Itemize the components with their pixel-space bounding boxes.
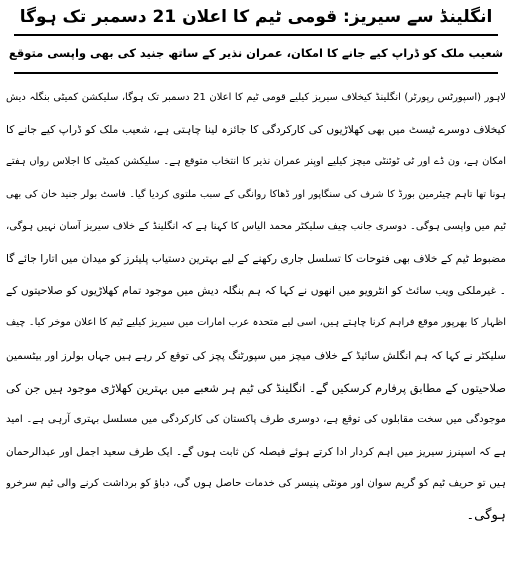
body-line: ۔ غیرملکی ویب سائٹ کو انٹرویو میں انھوں نے کہا کہ ہم بنگلہ دیش میں موجود تمام کھلاڑیوں کو صلاحیتوں کے bbox=[6, 284, 506, 298]
body-line: لاہور (اسپورٹس رپورٹر) انگلینڈ کیخلاف سیریز کیلیے قومی ٹیم کا اعلان 21 دسمبر تک ہوگا، سلیکشن کمیٹی بنگلہ دیش bbox=[6, 92, 506, 103]
news-article bbox=[6, 2, 506, 533]
subheadline-divider bbox=[14, 72, 498, 74]
body-line: سلیکٹر نے کہا کہ ہم انگلش سائیڈ کے خلاف میچز میں سپورٹنگ پچز کی توقع کر رہے ہیں جہاں بولرز اور بیٹسمین bbox=[6, 349, 506, 362]
body-line: موجودگی میں سخت مقابلوں کی توقع ہے، دوسری طرف پاکستان کی کارکردگی میں مسلسل بہتری آرہی ہے۔ امید bbox=[6, 413, 506, 425]
body-line: صلاحیتوں کے مطابق پرفارم کرسکیں گے۔ انگلینڈ کی ٹیم ہر شعبے میں بہترین کھلاڑی موجود ہیں جن کی bbox=[6, 380, 506, 395]
body-line: ہونا تھا تاہم چیئرمین بورڈ کا شرف کی سنگاپور اور ڈھاکا روانگی کے سبب ملتوی کردیا گیا۔ فاسٹ بولر جنید خان کی بھی bbox=[6, 188, 506, 200]
body-line: ہے کہ اسپنرز سیریز میں اہم کردار ادا کرتے ہوئے فیصلہ کن ثابت ہوں گے۔ ایک طرف سعید اجمل اور عبدالرحمان bbox=[6, 446, 506, 459]
body-line: مضبوط ٹیم کے خلاف بھی فتوحات کا تسلسل جاری رکھنے کے لیے بہترین دستیاب پلیئرز کو میدان میں اتارا جائے گا bbox=[6, 251, 506, 265]
body-line: اظہار کا بھرپور موقع فراہم کرنا چاہتے ہیں، اسی لیے متحدہ عرب امارات میں سیریز کیلیے ٹیم کا اعلان موخر کیا۔ چیف bbox=[6, 317, 506, 329]
body-line-last: ہوگی۔ bbox=[466, 508, 506, 524]
article-body bbox=[6, 82, 506, 533]
body-line: ہیں تو حریف ٹیم کو گریم سوان اور مونٹی پنیسر کی خدمات حاصل ہوں گی، دباؤ کو برداشت کرنے والی ٹیم سرخرو bbox=[6, 478, 506, 490]
body-line: کیخلاف دوسرے ٹیسٹ میں بھی کھلاڑیوں کی کارکردگی کا جائزہ لینا چاہتی ہے، شعیب ملک کو ڈراپ کیے جانے کا bbox=[6, 123, 506, 137]
body-line: ٹیم میں واپسی ہوگی۔ دوسری جانب چیف سلیکٹر محمد الیاس کا کہنا ہے کہ انگلینڈ کے خلاف سیریز آسان نہیں ہوگی، bbox=[6, 220, 506, 232]
headline-divider bbox=[14, 34, 498, 36]
body-line: امکان ہے، ون ڈے اور ٹی ٹوئنٹی میچز کیلیے اوپنر عمران نذیر کا انتخاب متوقع ہے۔ سلیکشن کمیٹی کا اجلاس رواں ہفتے bbox=[6, 156, 506, 168]
subheadline: شعیب ملک کو ڈراپ کیے جانے کا امکان، عمران نذیر کے ساتھ جنید کی بھی واپسی متوقع bbox=[8, 46, 504, 60]
headline: انگلینڈ سے سیریز: قومی ٹیم کا اعلان 21 دسمبر تک ہوگا bbox=[19, 7, 493, 27]
